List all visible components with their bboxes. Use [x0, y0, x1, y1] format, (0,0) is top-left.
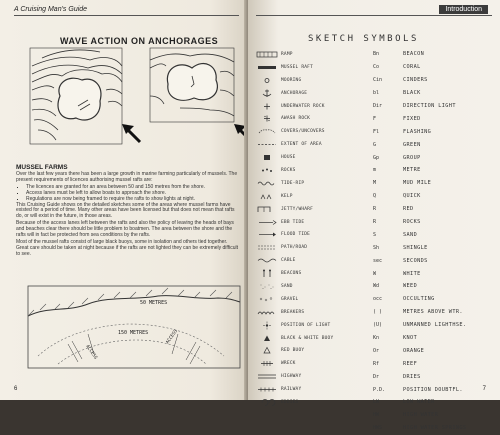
abbreviation-row [373, 164, 495, 177]
abbreviation-row [373, 216, 495, 229]
page-number-left: 6 [14, 386, 18, 392]
abbreviation-row [373, 112, 495, 125]
abbreviation-meaning: FLASHING [403, 128, 432, 135]
abbreviation-row [373, 190, 495, 203]
wave-diagram-right [150, 48, 234, 122]
abbreviation-meaning: GROUP [403, 154, 421, 161]
legend-row [256, 254, 371, 267]
legend-label: KELP [281, 193, 293, 199]
legend-row [256, 280, 371, 293]
legend-row [256, 48, 371, 61]
abbreviation-code: W [373, 270, 377, 277]
legend-label: BREAKERS [281, 309, 305, 315]
legend-row [256, 61, 371, 74]
abbreviation-meaning: MUD MILE [403, 180, 432, 187]
railway-icon [256, 385, 278, 394]
abbreviation-meaning: ROCKS [403, 219, 421, 226]
wave-diagram-left [30, 48, 122, 144]
abbreviation-code: M [373, 180, 377, 187]
legend-row [256, 190, 371, 203]
legend-row [256, 332, 371, 345]
abbreviation-meaning: KNOT [403, 335, 418, 342]
rocks-icon [256, 166, 278, 175]
mussel-paragraph: Over the last few years there has been a large growth in marine farming particularly of mussels. The present requirements of licences authorising mussel rafts are: [16, 171, 238, 183]
sketch-symbols-title: SKETCH SYMBOLS [308, 34, 419, 44]
abbreviation-meaning: RED [403, 206, 414, 213]
awash-rock-icon [256, 114, 278, 123]
legend-label: BEACONS [281, 271, 302, 277]
abbreviation-row [373, 241, 495, 254]
abbreviation-code: Q [373, 193, 377, 200]
abbreviation-code: R [373, 206, 377, 213]
map-label-50m: 50 METRES [140, 300, 168, 306]
abbreviation-code: Kn [373, 335, 380, 342]
abbreviation-code: Co [373, 64, 380, 71]
abbreviation-row [373, 61, 495, 74]
flood-tide-icon [256, 230, 278, 239]
legend-row [256, 344, 371, 357]
legend-row [256, 112, 371, 125]
abbreviation-row [373, 87, 495, 100]
legend-row [256, 241, 371, 254]
abbreviation-meaning: HIGH WATER [403, 412, 439, 419]
abbreviation-row [373, 357, 495, 370]
underwater-rock-icon [256, 102, 278, 111]
abbreviation-meaning: LOW WATER [403, 399, 435, 406]
running-head-left: A Cruising Man's Guide [14, 6, 88, 13]
list-item: ▪ Access lanes must be left to allow boats to approach the shore. [26, 191, 241, 197]
abbreviation-meaning: METRES ABOVE WTR. [403, 309, 463, 316]
legend-row [256, 74, 371, 87]
mussel-paragraph: This Cruising Guide shows on the detailed sketches some of the areas where mussel farms have existed for a period of time. Many other areas have been licensed but that does not mean that rafts do, or will exist in the future, in those areas. [16, 201, 235, 220]
legend-row [256, 138, 371, 151]
abbreviation-list [373, 48, 495, 435]
abbreviation-meaning: SHINGLE [403, 244, 428, 251]
tide-rip-icon [256, 179, 278, 188]
abbreviation-row [373, 228, 495, 241]
abbreviation-row [373, 344, 495, 357]
ebb-tide-icon [256, 218, 278, 227]
abbreviation-meaning: REEF [403, 360, 418, 367]
legend-row [256, 267, 371, 280]
abbreviation-code: (U) [373, 322, 383, 329]
abbreviation-code: Dr [373, 373, 380, 380]
legend-label: GRAVEL [281, 296, 299, 302]
legend-row [256, 357, 371, 370]
abbreviation-code: R [373, 219, 377, 226]
legend-label: HIGHWAY [281, 374, 302, 380]
left-page [0, 0, 247, 400]
abbreviation-row [373, 396, 495, 409]
map-label-access-left: ACCESS [84, 344, 98, 361]
mussel-paragraph: Most of the mussel rafts consist of large black buoys, some in isolation and others tied together. Great care should be taken at night because if the rafts are not lighted they can be extremely difficult to see. [16, 238, 238, 257]
abbreviation-code: Dir [373, 103, 383, 109]
legend-label: HOUSE [281, 155, 296, 161]
abbreviation-row [373, 332, 495, 345]
path-road-icon [256, 243, 278, 252]
abbreviation-code: G [373, 141, 377, 148]
wave-action-diagram [30, 46, 230, 156]
header-rule [256, 15, 492, 16]
abbreviation-row [373, 151, 495, 164]
red-buoy-icon [256, 346, 278, 355]
right-page [248, 0, 500, 432]
abbreviation-code: HWS [373, 425, 383, 432]
map-label-access-right: ACCESS [165, 328, 179, 346]
legend-row [256, 151, 371, 164]
abbreviation-row [373, 319, 495, 332]
legend-label: TIDE-RIP [281, 180, 305, 186]
legend-label: RAILWAY [281, 387, 302, 393]
legend-label: FLOOD TIDE [281, 232, 311, 238]
ramp-icon [256, 50, 278, 59]
abbreviation-row [373, 370, 495, 383]
abbreviation-row [373, 306, 495, 319]
legend-label: RED BUOY [281, 348, 305, 354]
abbreviation-code: bl [373, 90, 380, 97]
breakers-icon [256, 308, 278, 317]
legend-label: JETTY/WHARF [281, 206, 314, 212]
abbreviation-meaning: QUICK [403, 193, 421, 200]
sand-icon [256, 282, 278, 291]
legend-label: COVERS/UNCOVERS [281, 129, 325, 135]
highway-icon [256, 372, 278, 381]
legend-label: EBB TIDE [281, 219, 305, 225]
legend-label: EDDIES [281, 399, 299, 405]
abbreviation-row [373, 409, 495, 422]
abbreviation-code: ( ) [373, 309, 383, 316]
extent-of-area-icon [256, 140, 278, 149]
abbreviation-meaning: BLACK [403, 90, 421, 97]
legend-label: CABLE [281, 258, 296, 264]
legend-row [256, 125, 371, 138]
list-item: ▪ The licences are granted for an area between 50 and 150 metres from the shore. [26, 185, 241, 191]
abbreviation-meaning: ORANGE [403, 347, 425, 354]
abbreviation-row [373, 48, 495, 61]
abbreviation-row [373, 267, 495, 280]
abbreviation-code: Cin [373, 77, 383, 84]
abbreviation-code: Wd [373, 283, 380, 290]
legend-label: ROCKS [281, 167, 296, 173]
legend-label: UNDERWATER ROCK [281, 103, 325, 109]
legend-row [256, 370, 371, 383]
legend-row [256, 87, 371, 100]
legend-label: BLACK & WHITE BUOY [281, 335, 334, 341]
legend-row [256, 100, 371, 113]
gravel-icon [256, 295, 278, 304]
abbreviation-row [373, 293, 495, 306]
legend-row [256, 293, 371, 306]
abbreviation-code: LW [373, 399, 380, 406]
abbreviation-meaning: CINDERS [403, 77, 428, 84]
list-item: ▪ Regulations are now being framed to require the rafts to show lights at night. [26, 197, 241, 203]
abbreviation-meaning: GREEN [403, 141, 421, 148]
abbreviation-code: S [373, 231, 377, 238]
jetty-wharf-icon [256, 205, 278, 214]
abbreviation-row [373, 383, 495, 396]
abbreviation-row [373, 203, 495, 216]
kelp-icon [256, 192, 278, 201]
mussel-paragraph: Because of the access lanes left between the rafts and also the policy of leaving the heads of bays and beaches clear there should be little problem to boatmen. The area between the shore and the rafts will in fact be protected from sea conditions by the rafts. [16, 220, 234, 239]
abbreviation-meaning: DIRECTION LIGHT [403, 103, 456, 109]
abbreviation-code: P.D. [373, 386, 386, 393]
abbreviation-row [373, 138, 495, 151]
mussel-raft-icon [256, 63, 278, 72]
abbreviation-code: Fl [373, 128, 380, 135]
wave-action-title: WAVE ACTION ON ANCHORAGES [60, 36, 219, 46]
legend-row [256, 319, 371, 332]
abbreviation-code: Rf [373, 360, 380, 367]
abbreviation-meaning: CORAL [403, 64, 421, 71]
abbreviation-row [373, 422, 495, 435]
abbreviation-meaning: OCCULTING [403, 296, 435, 303]
abbreviation-meaning: WHITE [403, 270, 421, 277]
mussel-requirements-list [16, 185, 241, 203]
abbreviation-meaning: UNMANNED LIGHTHSE. [403, 322, 467, 329]
abbreviation-row [373, 125, 495, 138]
abbreviation-code: Bn [373, 51, 380, 58]
abbreviation-row [373, 280, 495, 293]
mooring-icon [256, 76, 278, 85]
legend-label: MUSSEL RAFT [281, 64, 314, 70]
beacons-icon [256, 269, 278, 278]
abbreviation-meaning: WEED [403, 283, 418, 290]
legend-row [256, 216, 371, 229]
abbreviation-code: sec [373, 257, 383, 264]
abbreviation-meaning: DRIES [403, 373, 421, 380]
header-rule [14, 15, 239, 16]
legend-row [256, 306, 371, 319]
abbreviation-row [373, 74, 495, 87]
mussel-farm-map [28, 286, 240, 368]
abbreviation-code: occ [373, 296, 383, 303]
abbreviation-meaning: METRE [403, 167, 421, 174]
abbreviation-code: Or [373, 347, 380, 354]
abbreviation-code: m [373, 167, 377, 174]
wreck-icon [256, 359, 278, 368]
legend-label: WRECK [281, 361, 296, 367]
black-white-buoy-icon [256, 334, 278, 343]
legend-label: EXTENT OF AREA [281, 142, 322, 148]
abbreviation-meaning: FIXED [403, 115, 421, 122]
house-icon [256, 153, 278, 162]
legend-label: PATH/ROAD [281, 245, 308, 251]
abbreviation-meaning: HIGH WATER SPRINGS [403, 425, 467, 432]
abbreviation-row [373, 254, 495, 267]
map-label-150m: 150 METRES [118, 330, 149, 336]
abbreviation-meaning: SECONDS [403, 257, 428, 264]
abbreviation-code: Sh [373, 244, 380, 251]
abbreviation-meaning: POSITION DOUBTFL. [403, 386, 463, 393]
legend-label: AWASH ROCK [281, 116, 311, 122]
mussel-farms-title: MUSSEL FARMS [16, 164, 68, 171]
legend-label: ANCHORAGE [281, 90, 308, 96]
legend-label: RAMP [281, 51, 293, 57]
legend-label: SAND [281, 283, 293, 289]
legend-row [256, 383, 371, 396]
legend-label: POSITION OF LIGHT [281, 322, 331, 328]
legend-row [256, 396, 371, 409]
legend-row [256, 177, 371, 190]
mussel-farms-body [16, 172, 241, 259]
eddies-icon [256, 398, 278, 407]
abbreviation-code: HW [373, 412, 380, 419]
legend-row [256, 228, 371, 241]
running-head-right: Introduction [439, 5, 488, 14]
legend-label: MOORING [281, 77, 302, 83]
anchorage-icon [256, 89, 278, 98]
abbreviation-code: F [373, 115, 377, 122]
position-of-light-icon [256, 321, 278, 330]
abbreviation-row [373, 100, 495, 113]
page-number-right: 7 [482, 386, 486, 392]
abbreviation-meaning: SAND [403, 231, 418, 238]
symbol-legend [256, 48, 371, 409]
abbreviation-meaning: BEACON [403, 51, 425, 58]
abbreviation-row [373, 177, 495, 190]
legend-row [256, 164, 371, 177]
abbreviation-code: Gp [373, 154, 380, 161]
cable-icon [256, 256, 278, 265]
covers-uncovers-icon [256, 127, 278, 136]
legend-row [256, 203, 371, 216]
